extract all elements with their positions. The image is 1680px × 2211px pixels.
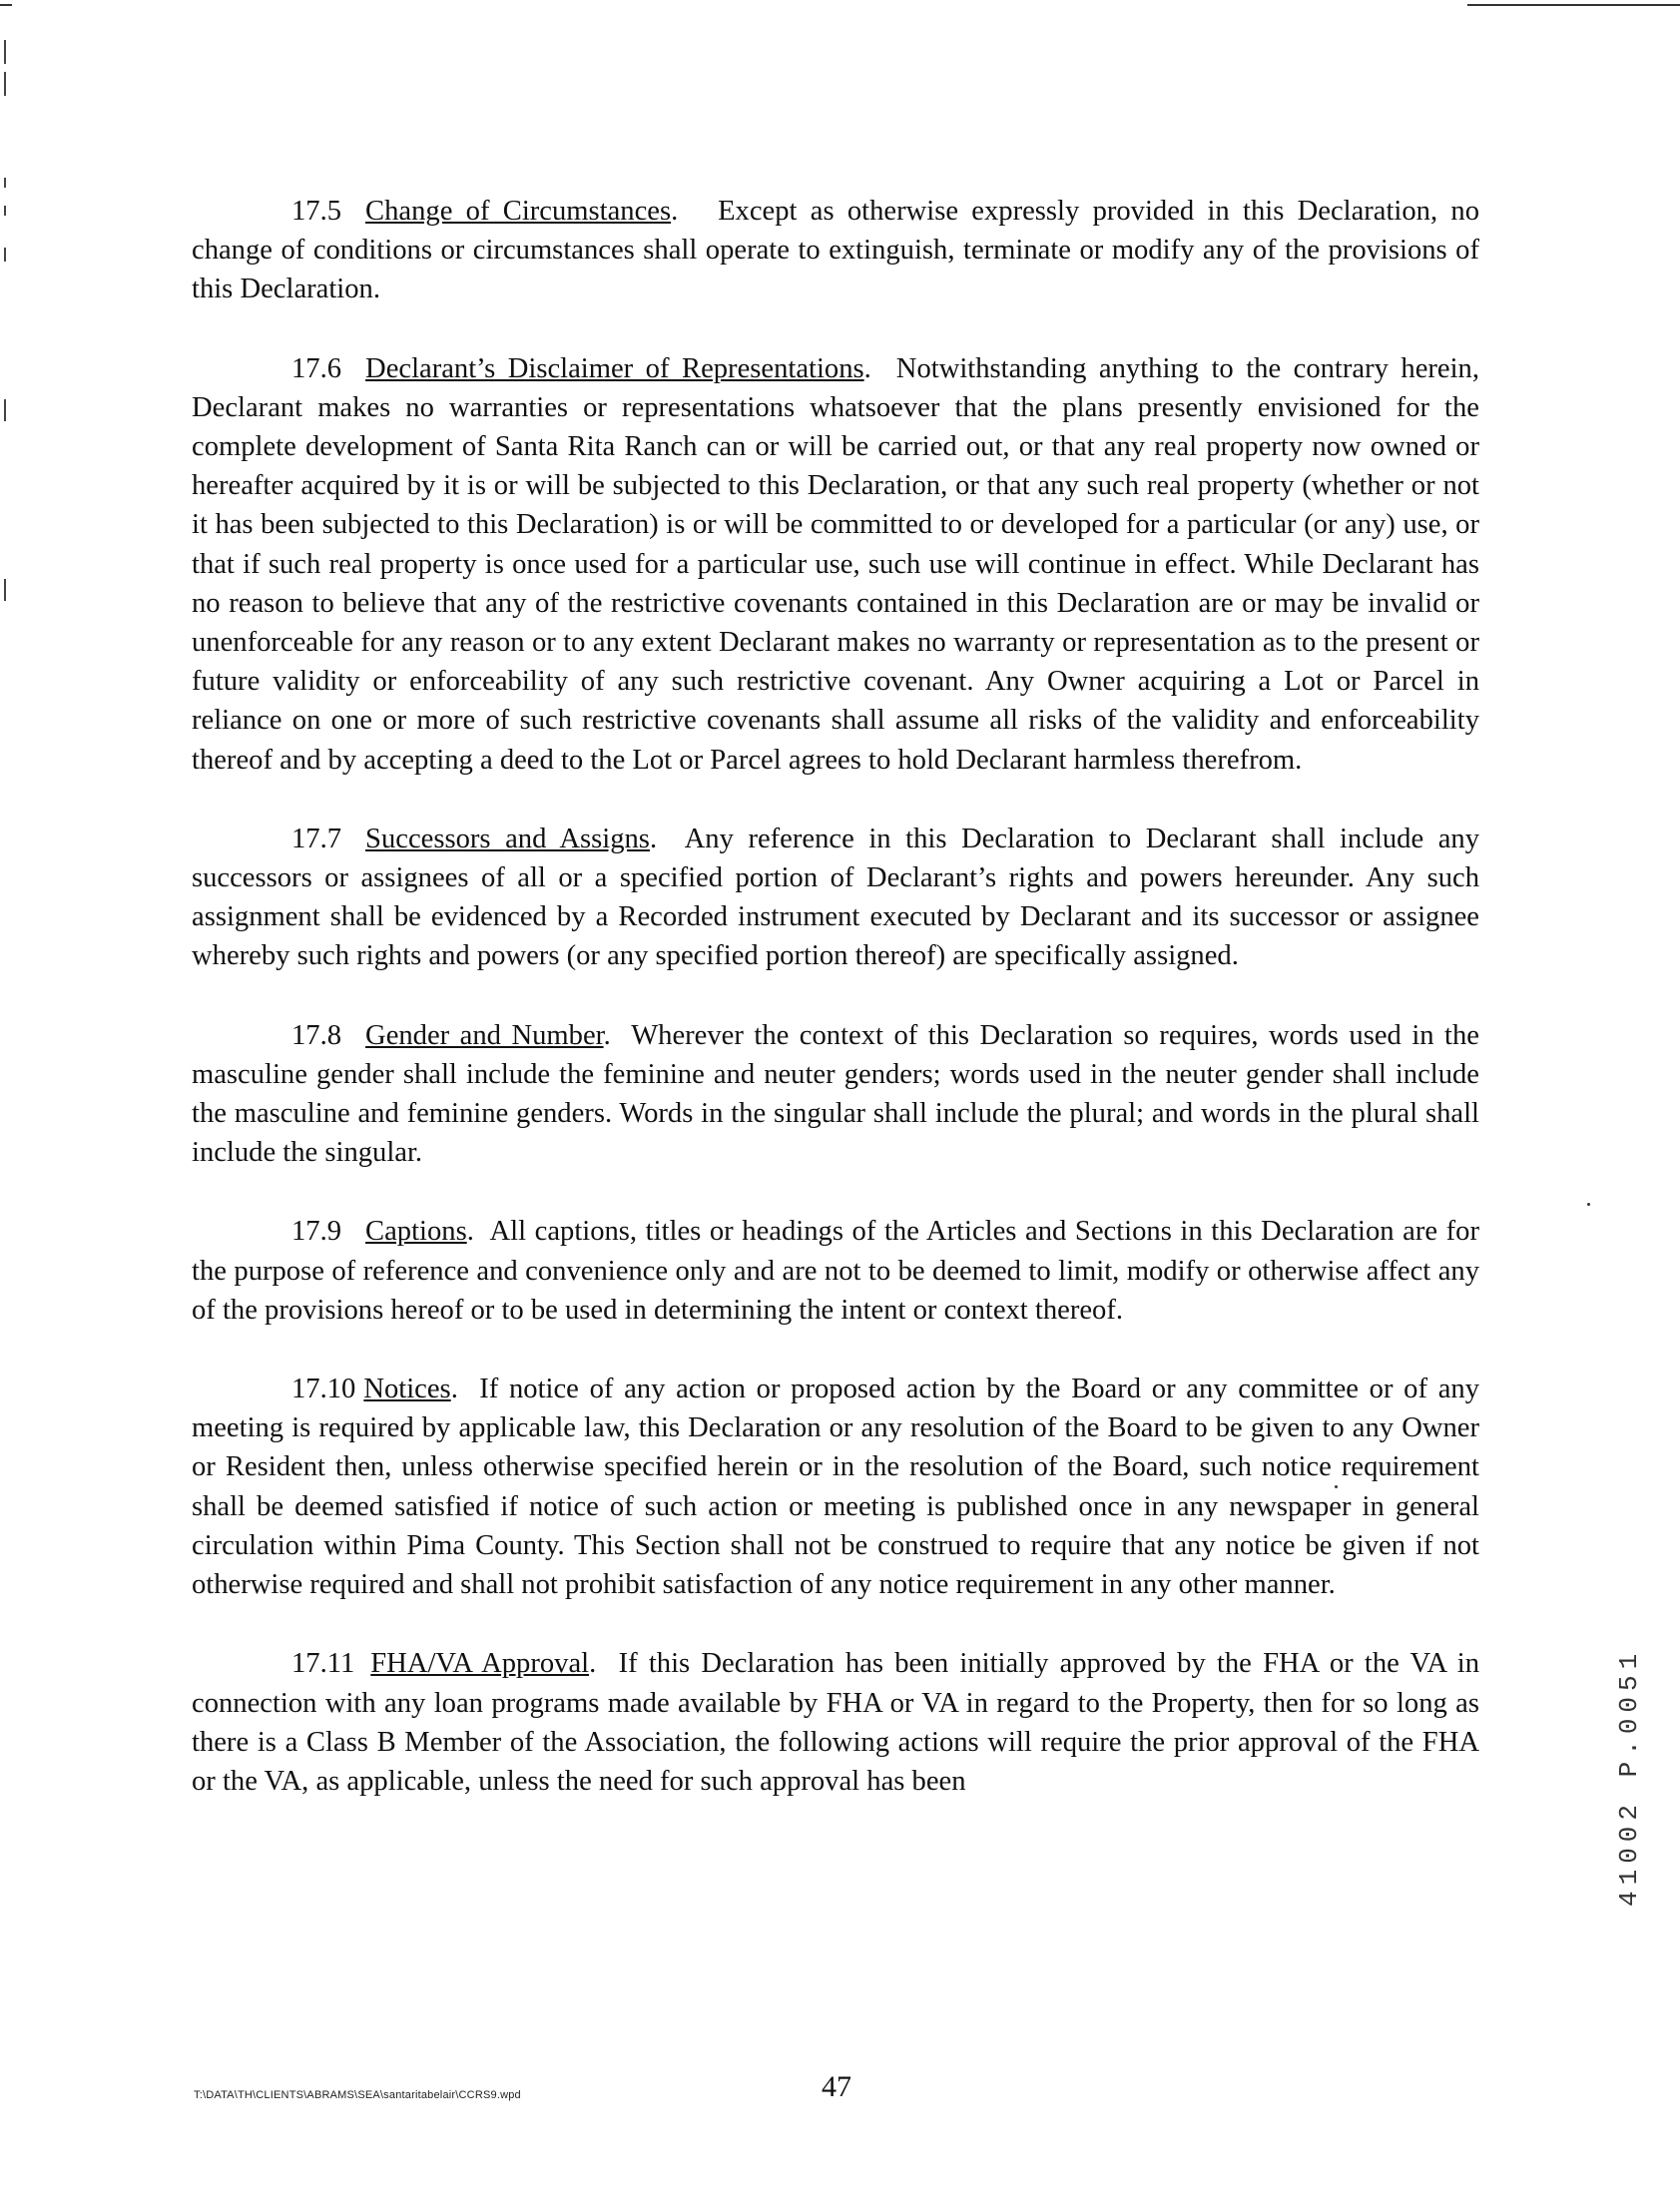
section-text: If this Declaration has been initially approved by the FHA or the VA in connection with any loan programs made available by FHA or VA in regard to the Property, then for so long as there is a Class B Member of the Association, the following actions will require the prior approval of the FHA or the VA, as applicable, unless the need for such approval has been <box>192 1648 1479 1797</box>
paragraph-17-7: 17.7 Successors and Assigns. Any reference in this Declaration to Declarant shall include any successors or assignees of all or a specified portion of Declarant’s rights and powers hereunder. Any such assignment shall be evidenced by a Recorded instrument executed by Declarant and its successor or assignee whereby such rights and powers (or any specified portion thereof) are specifically assigned. <box>192 820 1479 976</box>
scan-speck <box>1587 1203 1590 1206</box>
paragraph-17-10: 17.10 Notices. If notice of any action or proposed action by the Board or any committee or of any meeting is required by applicable law, this Declaration or any resolution of the Board to be given to any Owner or Resident then, unless otherwise specified herein or in the resolution of the Board, such notice requirement shall be deemed satisfied if notice of such action or meeting is published once in any newspaper in general circulation within Pima County. This Section shall not be construed to require that any notice be given if not otherwise required and shall not prohibit satisfaction of any notice requirement in any other manner. <box>192 1370 1479 1604</box>
page-number: 47 <box>822 2070 851 2103</box>
section-heading: Gender and Number <box>365 1019 604 1051</box>
section-heading: Declarant’s Disclaimer of Representations <box>365 352 864 384</box>
margin-mark <box>4 248 6 262</box>
paragraph-17-9: 17.9 Captions. All captions, titles or headings of the Articles and Sections in this Declaration are for the purpose of reference and convenience only and are not to be deemed to limit, modify or otherwise affect any of the provisions hereof or to be used in determining the intent or context thereof. <box>192 1212 1479 1330</box>
document-body <box>192 192 1479 1841</box>
section-text: Notwithstanding anything to the contrary herein, Declarant makes no warranties or representations whatsoever that the plans presently envisioned for the complete development of Santa Rita Ranch can or will be carried out, or that any real property now owned or hereafter acquired by it is or will be subjected to this Declaration, or that any such real property (whether or not it has been subjected to this Declaration) is or will be committed to or developed for a particular (or any) use, or that if such real property is once used for a particular use, such use will continue in effect. While Declarant has no reason to believe that any of the restrictive covenants contained in this Declaration are or may be invalid or unenforceable for any reason or to any extent Declarant makes no warranty or representation as to the present or future validity or enforceability of any such restrictive covenant. Any Owner acquiring a Lot or Parcel in reliance on one or more of such restrictive covenants shall assume all risks of the validity and enforceability thereof and by accepting a deed to the Lot or Parcel agrees to hold Declarant harmless therefrom. <box>192 352 1479 776</box>
section-text: If notice of any action or proposed action by the Board or any committee or of any meeting is required by applicable law, this Declaration or any resolution of the Board to be given to any Owner or Resident then, unless otherwise specified herein or in the resolution of the Board, such notice requirement shall be deemed satisfied if notice of such action or meeting is published once in any newspaper in general circulation within Pima County. This Section shall not be construed to require that any notice be given if not otherwise required and shall not prohibit satisfaction of any notice requirement in any other manner. <box>192 1374 1479 1601</box>
section-text: Any reference in this Declaration to Declarant shall include any successors or assignees of all or a specified portion of Declarant’s rights and powers hereunder. Any such assignment shall be evidenced by a Recorded instrument executed by Declarant and its successor or assignee whereby such rights and powers (or any specified portion thereof) are specifically assigned. <box>192 823 1479 972</box>
section-number: 17.11 <box>291 1648 355 1680</box>
margin-mark <box>4 40 6 64</box>
section-heading: Notices <box>363 1374 451 1405</box>
top-edge-rule-left <box>0 4 12 6</box>
top-edge-rule <box>1467 4 1680 6</box>
margin-mark <box>4 579 6 601</box>
section-number: 17.10 <box>291 1374 356 1405</box>
paragraph-17-6: 17.6 Declarant’s Disclaimer of Representations. Notwithstanding anything to the contrary herein, Declarant makes no warranties or representations whatsoever that the plans presently envisioned for the complete development of Santa Rita Ranch can or will be carried out, or that any real property now owned or hereafter acquired by it is or will be subjected to this Declaration, or that any such real property (whether or not it has been subjected to this Declaration) is or will be committed to or developed for a particular (or any) use, or that if such real property is once used for a particular use, such use will continue in effect. While Declarant has no reason to believe that any of the restrictive covenants contained in this Declaration are or may be invalid or unenforceable for any reason or to any extent Declarant makes no warranty or representation as to the present or future validity or enforceability of any such restrictive covenant. Any Owner acquiring a Lot or Parcel in reliance on one or more of such restrictive covenants shall assume all risks of the validity and enforceability thereof and by accepting a deed to the Lot or Parcel agrees to hold Declarant harmless therefrom. <box>192 349 1479 780</box>
paragraph-17-8: 17.8 Gender and Number. Wherever the context of this Declaration so requires, words used in the masculine gender shall include the feminine and neuter genders; words used in the neuter gender shall include the masculine and feminine genders. Words in the singular shall include the plural; and words in the plural shall include the singular. <box>192 1016 1479 1173</box>
margin-mark <box>4 206 6 216</box>
section-text: Wherever the context of this Declaration so requires, words used in the masculine gender shall include the feminine and neuter genders; words used in the neuter gender shall include the masculine and feminine genders. Words in the singular shall include the plural; and words in the plural shall include the singular. <box>192 1019 1479 1169</box>
section-text: Except as otherwise expressly provided in this Declaration, no change of conditions or circumstances shall operate to extinguish, terminate or modify any of the provisions of this Declaration. <box>192 196 1479 305</box>
section-heading: Successors and Assigns <box>365 823 650 854</box>
section-heading: FHA/VA Approval <box>370 1648 590 1680</box>
margin-mark <box>4 399 6 421</box>
margin-mark <box>4 72 6 96</box>
section-number: 17.6 <box>291 352 342 384</box>
footer-file-path: T:\DATA\TH\CLIENTS\ABRAMS\SEA\santaritabelair\CCRS9.wpd <box>194 2089 521 2101</box>
margin-mark <box>4 178 6 188</box>
section-number: 17.8 <box>291 1019 342 1051</box>
paragraph-17-5: 17.5 Change of Circumstances. Except as otherwise expressly provided in this Declaration, no change of conditions or circumstances shall operate to extinguish, terminate or modify any of the provisions of this Declaration. <box>192 192 1479 309</box>
recording-stamp: 41002 P.0051 <box>1614 1647 1644 1907</box>
scan-speck <box>1335 1485 1338 1488</box>
section-number: 17.9 <box>291 1216 342 1248</box>
paragraph-17-11: 17.11 FHA/VA Approval. If this Declaration has been initially approved by the FHA or the VA in connection with any loan programs made available by FHA or VA in regard to the Property, then for so long as there is a Class B Member of the Association, the following actions will require the prior approval of the FHA or the VA, as applicable, unless the need for such approval has been <box>192 1644 1479 1801</box>
section-heading: Captions <box>365 1216 467 1248</box>
section-text: All captions, titles or headings of the Articles and Sections in this Declaration are for the purpose of reference and convenience only and are not to be deemed to limit, modify or otherwise affect any of the provisions hereof or to be used in determining the intent or context thereof. <box>192 1216 1479 1326</box>
section-number: 17.5 <box>291 196 342 227</box>
section-number: 17.7 <box>291 823 342 854</box>
section-heading: Change of Circumstances <box>365 196 672 227</box>
